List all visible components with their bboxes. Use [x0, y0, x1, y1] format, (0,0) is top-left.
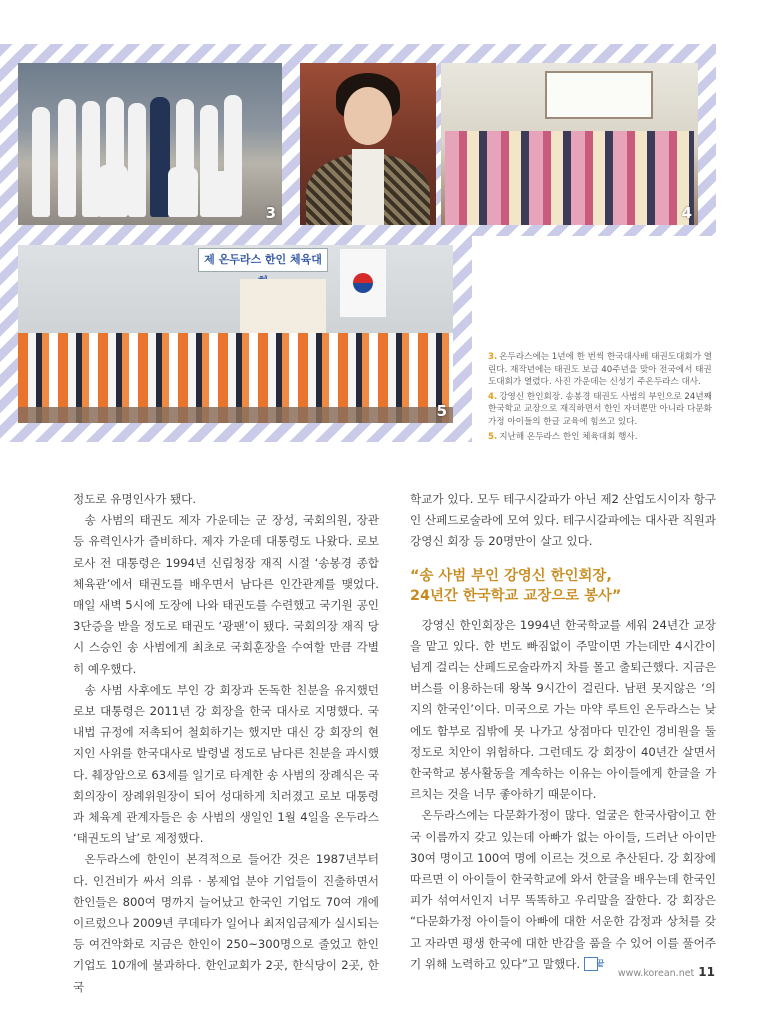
paragraph: 학교가 있다. 모두 테구시갈파가 아닌 제2 산업도시이자 항구인 산페드로술라에 모여 있다. 테구시갈파에는 대사관 직원과 강영신 회장 등 20명만이 살고 있다. [410, 492, 716, 549]
article-left-column [73, 489, 379, 998]
article-right-column [410, 489, 716, 975]
whiteboard [545, 71, 653, 119]
portrait-face [344, 87, 392, 145]
paragraph: 정도로 유명인사가 됐다. [73, 492, 197, 506]
caption-3: 3. 온두라스에는 1년에 한 번씩 한국대사배 태권도대회가 열린다. 재작년에는 태권도 보급 40주년을 맞아 전국에서 태권도대회가 열렸다. 사진 가운데는 신성기 주온두라스 대사. [488, 352, 713, 388]
photo-sports-event [18, 245, 453, 423]
event-banner [198, 248, 328, 272]
students-group [445, 131, 694, 225]
paragraph: 강영신 한인회장은 1994년 한국학교를 세워 24년간 교장을 맡고 있다. 한 번도 빠짐없이 주말이면 가는데만 4시간이 넘게 걸리는 산페드로술라까지 차를 몰고 출퇴근했다. 지금은 버스를 이용하는데 왕복 9시간이 걸린다. 남편 못지않은 ‘의지의 한국인’이다. 미국으로 가는 마약 루트인 온두라스는 낮에도 함부로 집밖에 못 나가고 상점마다 민간인 경비원을 둘 정도로 치안이 위험하다. 그런데도 강 회장이 40년간 살면서 한국학교 봉사활동을 계속하는 이유는 아이들에게 한글을 가르치는 것을 너무 좋아하기 때문이다. [410, 617, 716, 802]
figure [32, 107, 50, 217]
figure-suit [150, 97, 170, 217]
figure-front [98, 165, 128, 217]
figure-front [168, 167, 198, 217]
photo-number: 4 [681, 204, 692, 222]
figure-front [204, 171, 238, 217]
paragraph: 온두라스에는 다문화가정이 많다. 얼굴은 한국사람이고 한국 이름까지 갖고 있는데 아빠가 없는 아이들, 드러난 아이만 30여 명이고 100여 명에 이르는 것으로 추산된다. 강 회장에 따르면 이 아이들이 한국학교에 와서 한글을 배우는데 한국인 피가 섞여서인지 너무 똑똑하고 우리말을 잘한다. 강 회장은 “다문화가정 아이들이 아빠에 대한 서운한 감정과 상처를 갖고 자라면 평생 한국에 대한 반감을 품을 수 있어 이를 풀어주기 위해 노력하고 있다”고 말했다. 끝 [410, 808, 716, 971]
heading-line-2: 24년간 한국학교 교장으로 봉사” [410, 587, 622, 604]
figure [58, 99, 76, 217]
photo-captions [488, 351, 716, 445]
korean-flag [340, 249, 386, 317]
figure [128, 103, 146, 217]
paragraph: 송 사범의 태권도 제자 가운데는 군 장성, 국회의원, 장관 등 유력인사가 즐비하다. 제자 가운데 대통령도 나왔다. 로보 로사 전 대통령은 1994년 신림청장 재직 시절 ‘송봉경 종합체육관’에서 태권도를 배우면서 남다른 인간관계를 맺었다. 매일 새벽 5시에 도장에 나와 태권도를 수련했고 국기원 공인 3단증을 받을 정도로 태권도 ‘광팬’이 됐다. 국회의장 재직 당시 스승인 송 사범에게 최초로 국회훈장을 수여할 만큼 각별히 예우했다. [73, 513, 379, 676]
end-mark-icon: 끝 [584, 957, 598, 971]
taegeuk-symbol [353, 273, 373, 293]
projection-screen [240, 279, 326, 333]
photo-number: 5 [436, 402, 447, 420]
paragraph: 송 사범 사후에도 부인 강 회장과 돈독한 친분을 유지했던 로보 대통령은 2011년 강 회장을 한국 대사로 지명했다. 국내법 규정에 저촉되어 철회하기는 했지만 대신 강 회장의 현지인 사위를 한국대사로 발령낼 정도로 남다른 친분을 과시했다. 췌장암으로 63세를 일기로 타계한 송 사범의 장례식은 국회의장이 장례위원장이 되어 성대하게 치러졌고 로보 대통령과 체육계 관계자들은 송 사범의 생일인 1월 4일을 온두라스 ‘태권도의 날’로 제정했다. [73, 682, 379, 846]
floor [18, 407, 453, 423]
section-heading [410, 566, 716, 606]
photo-portrait [300, 63, 436, 225]
portrait-scarf [352, 149, 384, 225]
event-banner-text: 제 온두라스 한인 체육대 [204, 253, 322, 266]
photo-taekwondo-group [18, 63, 282, 225]
photo-korean-school [441, 63, 698, 225]
caption-5: 5. 지난해 온두라스 한인 체육대회 행사. [488, 431, 638, 442]
heading-line-1: “송 사범 부인 강영신 한인회장, [410, 567, 612, 584]
paragraph: 온두라스에 한인이 본격적으로 들어간 것은 1987년부터다. 인건비가 싸서 의류 · 봉제업 분야 기업들이 진출하면서 한인들은 800여 명까지 늘어났고 한국인 기업도 70여 개에 이르렀으나 2009년 쿠데타가 일어나 최저임금제가 실시되는 등 여건악화로 지금은 한인이 250~300명으로 줄었고 한인 기업도 10개에 불과하다. 한인교회가 2곳, 한식당이 2곳, 한국 [73, 852, 379, 994]
footer-site: www.korean.net [617, 968, 695, 979]
caption-4: 4. 강영신 한인회장. 송봉경 태권도 사범의 부인으로 24년째 한국학교 교장으로 재직하면서 한인 자녀뿐만 아니라 다문화 가정 아이들의 한글 교육에 힘쓰고 있다. [488, 391, 712, 427]
photo-number: 3 [265, 204, 276, 222]
page-footer [618, 965, 715, 979]
page-number: 11 [698, 965, 715, 979]
